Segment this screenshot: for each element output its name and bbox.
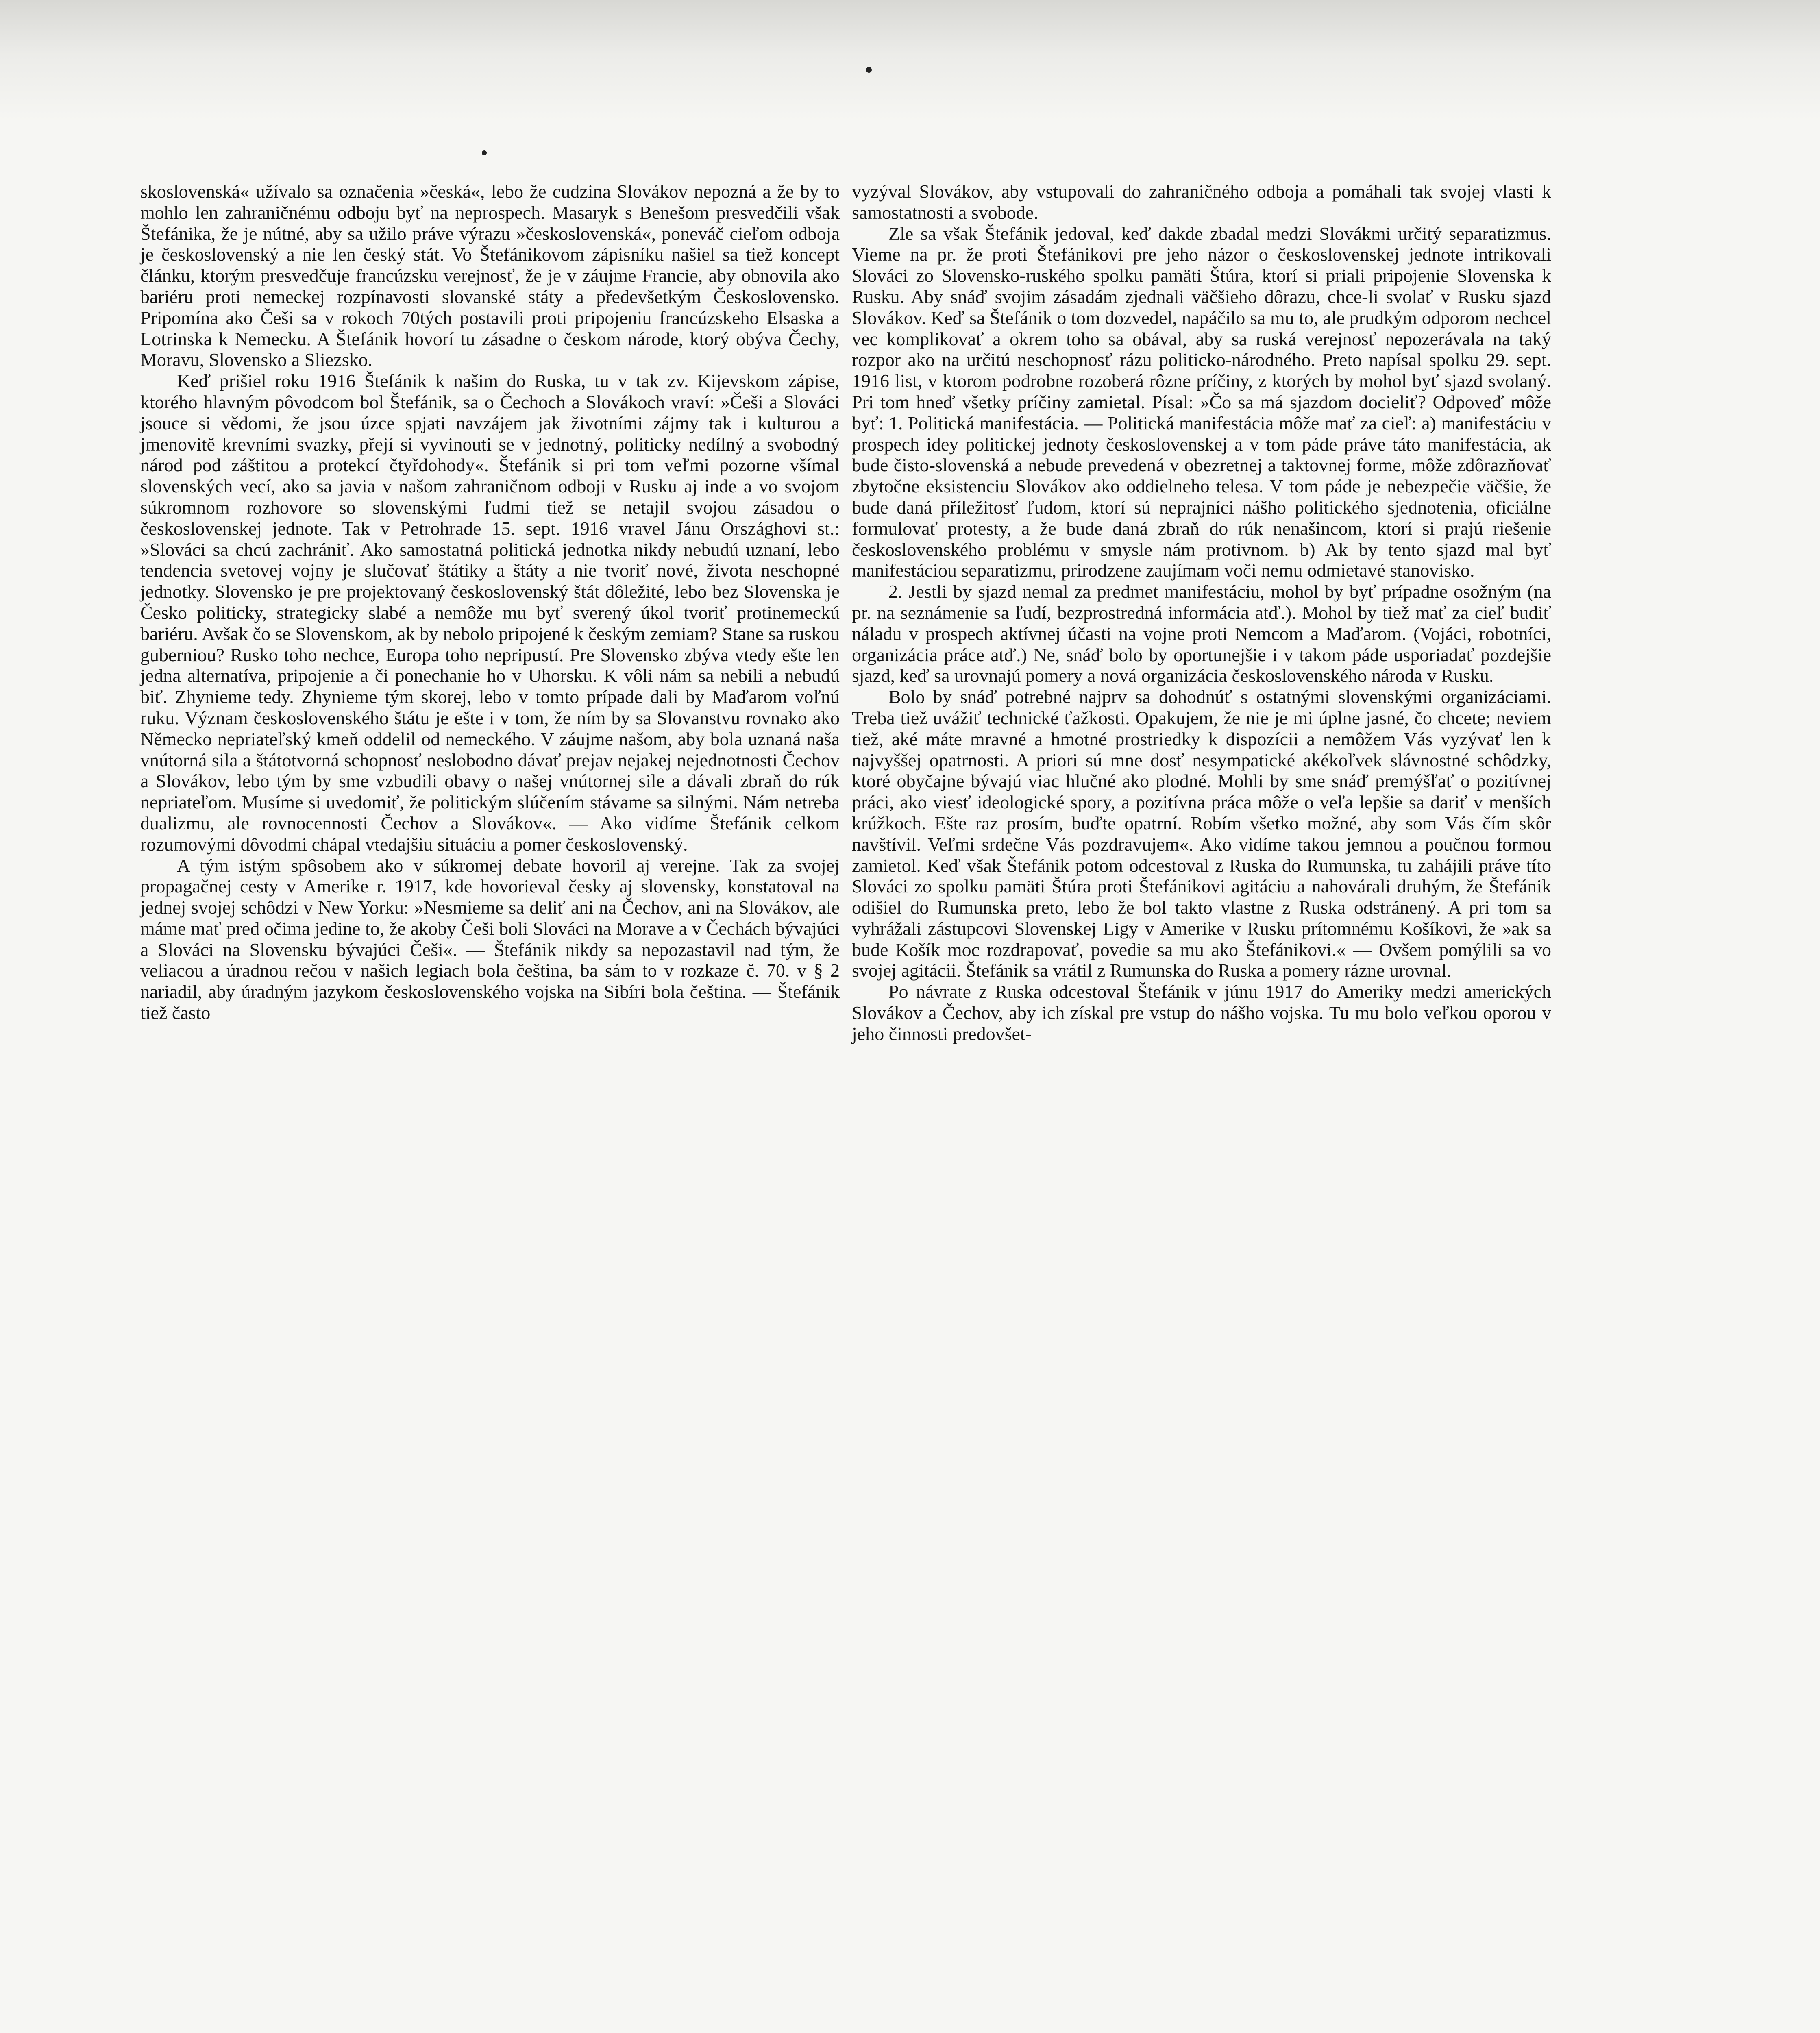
right-paragraph-2: Zle sa však Štefánik jedoval, keď dakde zbadal medzi Slovákmi určitý separatizmus. Vieme na pr. že proti Štefánikovi pre jeho názor o československej jednote intrikovali Slováci zo Slovensko-ruského spolku pamäti Štúra, ktorí si priali pripojenie Slovenska k Rusku. Aby snáď svojim zásadám zjednali väčšieho dôrazu, chce-li svolať v Rusku sjazd Slovákov. Keď sa Štefánik o tom dozvedel, napáčilo sa mu to, ale prudkým odporom nechcel vec komplikovať a okrem toho sa obával, aby sa ruská verejnosť nepozerávala na taký rozpor ako na určitú neschopnosť rázu politicko-národného. Preto napísal spolku 29. sept. 1916 list, v ktorom podrobne rozoberá rôzne príčiny, z ktorých by mohol byť sjazd svolaný. Pri tom hneď všetky príčiny zamietal. Písal: »Čo sa má sjazdom docieliť? Odpoveď môže byť: 1. Politická manifestácia. — Politická manifestácia môže mať za cieľ: a) manifestáciu v prospech idey politickej jednoty československej a v tom páde práve táto manifestácia, ak bude čisto-slovenská a nebude prevedená v obezretnej a taktovnej forme, môže zdôrazňovať zbytočne eksistenciu Slovákov ako oddielneho telesa. V tom páde je nebezpečie väčšie, že bude daná příležitosť ľudom, ktorí sú neprajníci nášho politického sjednotenia, oficiálne formulovať protesty, a že bude daná zbraň do rúk nenašincom, ktorí si prajú riešenie československého problému v smysle nám protivnom. b) Ak by tento sjazd mal byť manifestáciou separatizmu, prirodzene zaujímam voči nemu odmietavé stanovisko. bbox=[852, 223, 1551, 581]
left-paragraph-3: A tým istým spôsobem ako v súkromej debate hovoril aj verejne. Tak za svojej propagačnej cesty v Amerike r. 1917, kde hovorieval česky aj slovensky, konstatoval na jednej svojej schôdzi v New Yorku: »Nesmieme sa deliť ani na Čechov, ani na Slovákov, ale máme mať pred očima jedine to, že akoby Češi boli Slováci na Morave a v Čechách bývajúci a Slováci na Slovensku bývajúci Češi«. — Štefánik nikdy sa nepozastavil nad tým, že veliacou a úradnou rečou v našich legiach bola čeština, ba sám to v rozkaze č. 70. v § 2 nariadil, aby úradným jazykom československého vojska na Sibíri bola čeština. — Štefánik tiež často bbox=[140, 855, 840, 1023]
right-paragraph-5: Po návrate z Ruska odcestoval Štefánik v júnu 1917 do Ameriky medzi amerických Slovákov a Čechov, aby ich získal pre vstup do nášho vojska. Tu mu bolo veľkou oporou v jeho činnosti predovšet- bbox=[852, 981, 1551, 1044]
ink-speck bbox=[866, 67, 872, 73]
page-top-shadow bbox=[0, 0, 1820, 122]
right-paragraph-3: 2. Jestli by sjazd nemal za predmet manifestáciu, mohol by byť prípadne osožným (na pr. na seznámenie sa ľudí, bezprostredná informácia atď.). Mohol by tiež mať za cieľ budiť náladu v prospech aktívnej účasti na vojne proti Nemcom a Maďarom. (Vojáci, robotníci, organizácia práce atď.) Ne, snáď bolo by oportunejšie i v takom páde usporiadať pozdejšie sjazd, keď sa urovnajú pomery a nová organizácia československého národa v Rusku. bbox=[852, 581, 1551, 686]
left-paragraph-2: Keď prišiel roku 1916 Štefánik k našim do Ruska, tu v tak zv. Kijevskom zápise, ktorého hlavným pôvodcom bol Štefánik, sa o Čechoch a Slovákoch vraví: »Češi a Slováci jsouce si vědomi, že jsou úzce spjati navzájem jak životními zájmy tak i kulturou a jmenovitě krevními svazky, přejí si vyvinouti se v jednotný, politicky nedílný a svobodný národ pod záštitou a protekcí čtyřdohody«. Štefánik si pri tom veľmi pozorne všímal slovenských vecí, ako sa javia v našom zahraničnom odboji v Rusku aj inde a vo svojom súkromnom rozhovore so slovenskými ľudmi tiež se netajil svojou zásadou o československej jednote. Tak v Petrohrade 15. sept. 1916 vravel Jánu Országhovi st.: »Slováci sa chcú zachrániť. Ako samostatná politická jednotka nikdy nebudú uznaní, lebo tendencia svetovej vojny je slučovať štátiky a štáty a nie tvoriť nové, života neschopné jednotky. Slovensko je pre projektovaný československý štát dôležité, lebo bez Slovenska je Česko politicky, strategicky slabé a nemôže mu byť sverený úkol tvoriť protinemeckú bariéru. Avšak čo se Slovenskom, ak by nebolo pripojené k českým zemiam? Stane sa ruskou guberniou? Rusko toho nechce, Europa toho nepripustí. Pre Slovensko zbýva vtedy ešte len jedna alternatíva, pripojenie a či ponechanie ho v Uhorsku. K vôli nám sa nebili a nebudú biť. Zhynieme tedy. Zhynieme tým skorej, lebo v tomto prípade dali by Maďarom voľnú ruku. Význam československého štátu je ešte i v tom, že ním by sa Slovanstvu rovnako ako Německo nepriateľský kmeň oddelil od nemeckého. V záujme našom, aby bola uznaná naša vnútorná sila a štátotvorná schopnosť neslobodno dávať prejav nejakej nejednotnosti Čechov a Slovákov, lebo tým by sme vzbudili obavy o našej vnútornej sile a dávali zbraň do rúk nepriateľom. Musíme si uvedomiť, že politickým slúčením stávame sa silnými. Nám netreba dualizmu, ale rovnocennosti Čechov a Slovákov«. — Ako vidíme Štefánik celkom rozumovými dôvodmi chápal vtedajšiu situáciu a pomer československý. bbox=[140, 370, 840, 855]
right-paragraph-4: Bolo by snáď potrebné najprv sa dohodnúť s ostatnými slovenskými organizáciami. Treba tiež uvážiť technické ťažkosti. Opakujem, že nie je mi úplne jasné, čo chcete; neviem tiež, aké máte mravné a hmotné prostriedky k dispozícii a nemôžem Vás vyzývať len k najvyššej opatrnosti. A priori sú mne dosť nesympatické akékoľvek slávnostné schôdzky, ktoré obyčajne bývajú viac hlučné ako plodné. Mohli by sme snáď premýšľať o pozitívnej práci, ako viesť ideologické spory, a pozitívna práca môže o veľa lepšie sa dariť v menších krúžkoch. Ešte raz prosím, buďte opatrní. Robím všetko možné, aby som Vás čím skôr navštívil. Veľmi srdečne Vás pozdravujem«. Ako vidíme takou jemnou a poučnou formou zamietol. Keď však Štefánik potom odcestoval z Ruska do Rumunska, tu zahájili práve títo Slováci zo spolku pamäti Štúra proti Štefánikovi agitáciu a nahovárali druhým, že Štefánik odišiel do Rumunska preto, lebo že bol takto vlastne z Ruska odstránený. A pri tom sa vyhrážali zástupcovi Slovenskej Ligy v Amerike v Rusku prítomnému Košíkovi, že »ak sa bude Košík moc rozdrapovať, povedie sa mu ako Štefánikovi.« — Ovšem pomýlili sa vo svojej agitácii. Štefánik sa vrátil z Rumunska do Ruska a pomery rázne urovnal. bbox=[852, 686, 1551, 981]
ink-speck bbox=[482, 150, 487, 155]
right-paragraph-1: vyzýval Slovákov, aby vstupovali do zahraničného odboja a pomáhali tak svojej vlasti k samostatnosti a svobode. bbox=[852, 181, 1551, 223]
left-paragraph-1: skoslovenská« užívalo sa označenia »česká«, lebo že cudzina Slovákov nepozná a že by to mohlo len zahraničnému odboju byť na neprospech. Masaryk s Benešom presvedčili však Štefánika, že je nútné, aby sa užilo práve výrazu »československá«, poneváč cieľom odboja je československý a nie len český stát. Vo Štefánikovom zápisníku našiel sa tiež koncept článku, ktorým presvedčuje francúzsku verejnosť, že je v záujme Francie, aby obnovila ako bariéru proti nemeckej rozpínavosti slovanské státy a předevšetkým Československo. Pripomína ako Češi sa v rokoch 70tých postavili proti pripojeniu francúzskeho Elsaska a Lotrinska k Nemecku. A Štefánik hovorí tu zásadne o českom národe, ktorý obýva Čechy, Moravu, Slovensko a Sliezsko. bbox=[140, 181, 840, 370]
right-column bbox=[852, 181, 1551, 1045]
left-column bbox=[140, 181, 840, 1023]
